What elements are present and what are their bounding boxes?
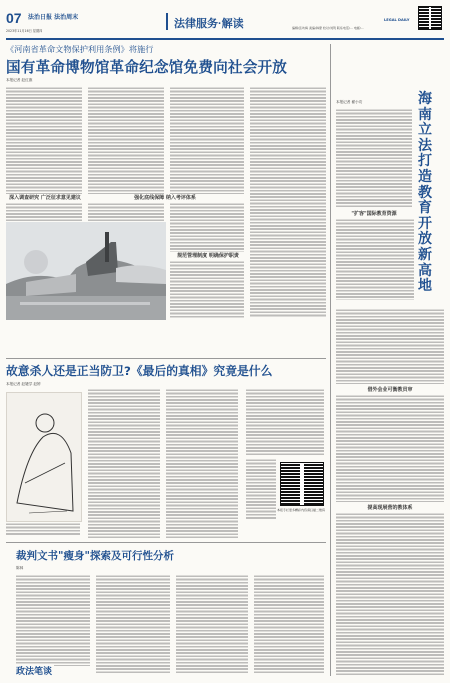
qr-caption: 本报专栏更多精彩内容请扫描二维码 <box>276 508 325 512</box>
sidebar-byline: 本报记者 翟小功 <box>336 100 363 104</box>
sidebar-subhead-3: 提高现展营的教体系 <box>336 504 444 510</box>
body-column-2b <box>88 202 164 222</box>
body-column-1 <box>88 388 160 538</box>
sidebar-body-1 <box>336 108 412 208</box>
legal-daily-label: LEGAL DAILY <box>384 18 410 22</box>
body-column-1 <box>16 574 90 666</box>
article-kicker: 《河南省革命文物保护利用条例》将施行 <box>6 44 154 54</box>
article-byline: 陈林 <box>16 566 24 570</box>
body-column-2 <box>166 388 238 538</box>
subhead-3: 规范管理制度 明确保护职责 <box>170 252 246 258</box>
article-illustration <box>6 392 82 522</box>
section-divider-1 <box>6 358 326 359</box>
section-title: 法律服务·解读 <box>174 18 244 30</box>
article-headline: 国有革命博物馆革命纪念馆免费向社会开放 <box>6 59 288 76</box>
subhead-2: 强化底线保障 纳入考评体系 <box>90 194 240 200</box>
sidebar-subhead-1: "扩容"国际教育资源 <box>336 210 412 216</box>
sidebar-body-4 <box>336 394 444 502</box>
qr-block <box>246 458 326 538</box>
article-headline: 故意杀人还是正当防卫?《最后的真相》究竟是什么 <box>6 364 273 378</box>
column-label: 政法笔谈 <box>16 664 54 677</box>
issue-date: 2023年11月16日 星期四 <box>6 29 43 33</box>
sidebar-headline: 海南立法打造教育开放新高地 <box>418 91 432 295</box>
body-column-3 <box>246 388 324 456</box>
page-number: 07 <box>6 10 22 26</box>
body-column-4 <box>250 86 326 318</box>
sidebar-subhead-2: 借外会业可衡教员审 <box>336 386 444 392</box>
body-column-3b <box>170 202 244 252</box>
article-judgment <box>6 546 326 678</box>
paper-name: 法治日报 法治周末 <box>28 14 79 21</box>
qr-side-text <box>246 458 276 520</box>
body-column-4 <box>254 574 324 674</box>
museum-photo <box>6 222 166 320</box>
masthead-rule <box>6 38 444 40</box>
column-rule <box>330 44 331 676</box>
subhead-1: 深入调查研究 广泛征求意见建议 <box>6 194 84 200</box>
sidebar-body-2 <box>336 218 414 300</box>
article-qr-code[interactable] <box>280 462 324 506</box>
editor-line: 编辑/张幼梅 美编/韩蒙 校对/刘利 联系电话/... 电邮/... <box>292 26 364 30</box>
article-museum <box>6 44 326 356</box>
sidebar-body-3 <box>336 308 444 384</box>
masthead <box>6 10 444 36</box>
body-column-3c <box>170 260 244 318</box>
figure-sketch <box>7 393 81 521</box>
body-column-3 <box>176 574 248 674</box>
illustration-caption <box>6 522 80 536</box>
section-divider-2 <box>6 542 326 543</box>
article-defense <box>6 362 326 540</box>
sidebar-body-5 <box>336 512 444 676</box>
body-column-2 <box>88 86 164 194</box>
article-byline: 本报记者 赵红旗 <box>6 78 33 82</box>
article-byline: 本报记者 赵婕学 赵婷 <box>6 382 41 386</box>
body-column-2 <box>96 574 170 674</box>
article-headline: 裁判文书"瘦身"探索及可行性分析 <box>16 550 174 562</box>
museum-illustration <box>6 222 166 320</box>
masthead-qr-code[interactable] <box>418 6 442 30</box>
body-column-3 <box>170 86 244 194</box>
section-divider <box>166 13 168 30</box>
sidebar-article <box>334 44 446 678</box>
body-column-1 <box>6 86 82 194</box>
